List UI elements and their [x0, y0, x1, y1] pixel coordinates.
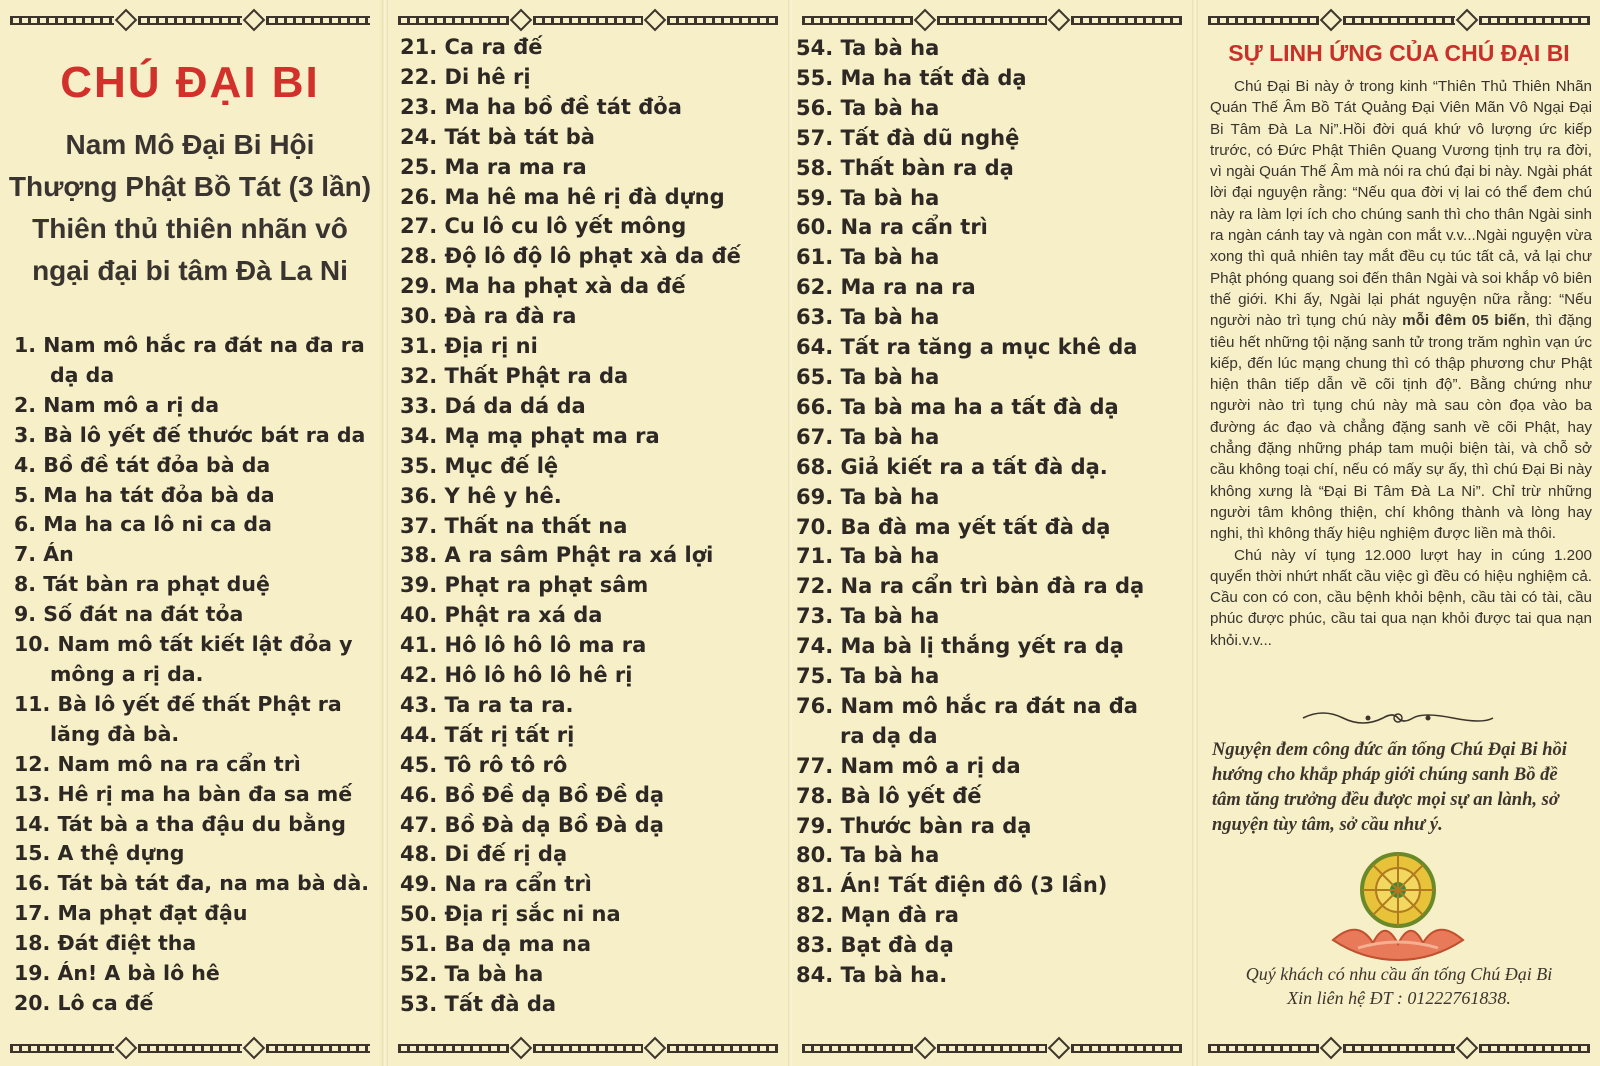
verse-text: Thất bàn ra dạ — [840, 155, 1014, 180]
verse-number: 8. — [14, 572, 37, 597]
verse-number: 3. — [14, 422, 37, 447]
verse-number: 50. — [400, 902, 438, 927]
emphasis-text: mỗi đêm 05 biến — [1402, 312, 1526, 330]
verse-number: 29. — [400, 274, 438, 299]
verse-number: 34. — [400, 423, 438, 448]
verse-item — [400, 302, 785, 332]
verse-item — [400, 183, 785, 213]
verse-text: Nam mô a rị da — [840, 753, 1021, 778]
verse-item — [796, 513, 1188, 543]
verse-text: Tất đà dũ nghệ — [840, 125, 1020, 150]
verse-item — [14, 421, 374, 451]
verse-number: 83. — [796, 933, 834, 958]
verse-text: Ta bà ha — [840, 484, 940, 509]
subtitle-line: Nam Mô Đại Bi Hội — [65, 129, 315, 160]
top-ornament-border — [398, 12, 778, 28]
verse-number: 13. — [14, 781, 51, 806]
verse-item — [400, 541, 785, 571]
panel-center-left — [388, 0, 788, 1066]
verse-text: Ta bà ha — [840, 364, 940, 389]
verse-text-continued: lăng đà bà. — [50, 721, 180, 746]
verse-item — [796, 602, 1188, 632]
verse-item — [400, 123, 785, 153]
verse-text: Dá da dá da — [444, 393, 586, 418]
verse-text: Ma ha ca lô ni ca da — [43, 512, 272, 537]
flourish-icon — [1298, 708, 1498, 728]
verse-item — [400, 33, 785, 63]
verse-number: 27. — [400, 214, 438, 239]
subtitle-line: ngại đại bi tâm Đà La Ni — [32, 255, 348, 286]
verse-text: Bạt đà dạ — [840, 933, 954, 958]
verse-item — [400, 691, 785, 721]
verse-item — [14, 810, 374, 840]
verse-number: 5. — [14, 482, 37, 507]
verse-item — [796, 692, 1188, 752]
verse-item — [796, 124, 1188, 154]
contact-phone: Xin liên hệ ĐT : 01222761838. — [1287, 988, 1511, 1008]
verse-item — [796, 213, 1188, 243]
verse-text: Nam mô a rị da — [43, 392, 220, 417]
verse-number: 75. — [796, 664, 834, 689]
verse-item — [400, 212, 785, 242]
verse-item — [400, 392, 785, 422]
verse-number: 61. — [796, 245, 834, 270]
verse-number: 31. — [400, 334, 438, 359]
verse-text: Mạn đà ra — [840, 903, 959, 928]
verse-number: 20. — [14, 990, 51, 1015]
verse-text: Bà lô yết đế thước bát ra da — [43, 422, 366, 447]
verse-number: 33. — [400, 393, 438, 418]
verse-text: Ta bà ha — [444, 962, 544, 987]
verse-item — [796, 542, 1188, 572]
verse-number: 56. — [796, 95, 834, 120]
verse-item — [400, 631, 785, 661]
verse-text: Bồ Đà dạ Bồ Đà dạ — [444, 812, 664, 837]
verse-text: Ma phạt đạt đậu — [57, 901, 248, 926]
verse-number: 25. — [400, 154, 438, 179]
verse-text: Ma hê ma hê rị đà dựng — [444, 184, 725, 209]
verse-number: 70. — [796, 514, 834, 539]
verse-text: Y hê y hê. — [444, 483, 562, 508]
verse-text: Địa rị ni — [444, 334, 538, 359]
verse-text: Di đế rị dạ — [444, 842, 568, 867]
verse-item — [796, 483, 1188, 513]
verse-text: Di hê rị — [444, 64, 531, 89]
paragraph — [1210, 76, 1592, 545]
verse-item — [14, 839, 374, 869]
verse-text: Án! Tất điện đô (3 lần) — [840, 873, 1108, 898]
verse-text: Ma ha tát đỏa bà da — [43, 482, 275, 507]
verse-text: Bà lô yết đế — [840, 783, 982, 808]
verse-number: 79. — [796, 813, 834, 838]
verse-number: 9. — [14, 602, 37, 627]
verse-number: 6. — [14, 512, 37, 537]
dedication-verse: Nguyện đem công đức ấn tống Chú Đại Bi hồi hướng cho khắp pháp giới chúng sanh Bồ đề tâm tăng trưởng đều được mọi sự an lành, sở nguyện tùy tâm, sở cầu như ý. — [1212, 740, 1567, 835]
verse-item — [14, 899, 374, 929]
verse-item — [796, 94, 1188, 124]
top-ornament-border — [1208, 12, 1590, 28]
subtitle-line: Thiên thủ thiên nhãn vô — [32, 213, 348, 244]
verse-text: Ta ra ta ra. — [444, 692, 574, 717]
dharma-wheel-lotus-icon — [1313, 848, 1483, 966]
verse-number: 47. — [400, 812, 438, 837]
verse-number: 32. — [400, 363, 438, 388]
verse-number: 53. — [400, 992, 438, 1016]
verse-number: 62. — [796, 275, 834, 300]
verse-text: Độ lô độ lô phạt xà da đế — [444, 244, 741, 269]
verse-number: 1. — [14, 333, 37, 357]
verse-text: Phạt ra phạt sâm — [444, 573, 649, 598]
verse-number: 17. — [14, 901, 51, 926]
verse-item — [400, 601, 785, 631]
verse-item — [796, 333, 1188, 363]
verse-item — [796, 363, 1188, 393]
verse-text: Ba đà ma yết tất đà dạ — [840, 514, 1111, 539]
verse-item — [14, 959, 374, 989]
verse-number: 44. — [400, 722, 438, 747]
verse-list-3 — [796, 34, 1188, 991]
verse-text: Tát bà a tha đậu du bằng — [57, 811, 346, 836]
verse-item — [796, 961, 1188, 991]
verse-number: 82. — [796, 903, 834, 928]
verse-text: Ta bà ha — [840, 843, 940, 868]
verse-text: Ta bà ha — [840, 36, 940, 60]
verse-item — [796, 662, 1188, 692]
verse-number: 7. — [14, 542, 37, 567]
verse-item — [14, 630, 374, 690]
verse-number: 55. — [796, 65, 834, 90]
verse-text: Ta bà ha — [840, 305, 940, 330]
verse-text: Tô rô tô rô — [444, 752, 568, 777]
verse-number: 76. — [796, 693, 834, 718]
verse-number: 58. — [796, 155, 834, 180]
verse-number: 77. — [796, 753, 834, 778]
verse-text: Tất ra tăng a mục khê da — [840, 335, 1138, 360]
verse-number: 54. — [796, 36, 834, 60]
verse-text: Mục đế lệ — [444, 453, 559, 478]
verse-item — [14, 929, 374, 959]
verse-number: 80. — [796, 843, 834, 868]
verse-item — [400, 272, 785, 302]
verse-number: 67. — [796, 424, 834, 449]
verse-item — [14, 510, 374, 540]
verse-text-continued: ra dạ da — [840, 723, 938, 748]
verse-text: Thất na thất na — [444, 513, 628, 538]
verse-text: Nam mô na ra cẩn trì — [57, 751, 301, 776]
verse-text: Ba dạ ma na — [444, 932, 592, 957]
verse-item — [14, 869, 374, 899]
top-ornament-border — [802, 12, 1182, 28]
verse-item — [796, 303, 1188, 333]
contact-info — [1198, 962, 1600, 1010]
verse-item — [400, 242, 785, 272]
verse-item — [400, 512, 785, 542]
verse-number: 42. — [400, 663, 438, 688]
verse-item — [796, 64, 1188, 94]
bottom-ornament-border — [10, 1040, 370, 1056]
verse-number: 71. — [796, 544, 834, 569]
verse-item — [14, 989, 374, 1019]
section-title: SỰ LINH ỨNG CỦA CHÚ ĐẠI BI — [1228, 40, 1570, 66]
verse-text: Lô ca đế — [57, 990, 154, 1015]
verse-number: 64. — [796, 335, 834, 360]
verse-item — [796, 841, 1188, 871]
verse-number: 38. — [400, 543, 438, 568]
verse-item — [796, 572, 1188, 602]
verse-item — [14, 481, 374, 511]
verse-text: Cu lô cu lô yết mông — [444, 214, 687, 239]
verse-item — [400, 362, 785, 392]
verse-text: Thước bàn ra dạ — [840, 813, 1032, 838]
verse-item — [796, 782, 1188, 812]
verse-item — [400, 840, 785, 870]
verse-number: 43. — [400, 692, 438, 717]
paragraph: Chú này ví tụng 12.000 lượt hay in cúng 1.200 quyển thời nhứt nhất cầu việc gì đều có hiệu nghiệm cả. Cầu con có con, cầu bệnh khỏi bệnh, cầu tài có tài, cầu phúc được phúc, cầu tai qua nạn khỏi được tai qua nạn khỏi.v.v... — [1210, 546, 1592, 649]
verse-text: Ta bà ha — [840, 185, 940, 210]
verse-text: Nam mô tất kiết lật đỏa y — [57, 632, 353, 657]
verse-item — [796, 812, 1188, 842]
verse-list-1 — [14, 331, 374, 1019]
verse-number: 24. — [400, 124, 438, 149]
verse-number: 78. — [796, 783, 834, 808]
verse-item — [14, 600, 374, 630]
verse-item — [14, 570, 374, 600]
verse-item — [400, 153, 785, 183]
verse-text: Phật ra xá da — [444, 603, 603, 628]
verse-number: 4. — [14, 452, 37, 477]
top-ornament-border — [10, 12, 370, 28]
verse-text-continued: dạ da — [50, 362, 115, 387]
verse-item — [796, 273, 1188, 303]
verse-item — [796, 901, 1188, 931]
verse-item — [14, 750, 374, 780]
contact-line: Quý khách có nhu cầu ấn tống Chú Đại Bi — [1245, 964, 1553, 984]
verse-item — [796, 931, 1188, 961]
verse-item — [400, 93, 785, 123]
verse-number: 49. — [400, 872, 438, 897]
verse-text: Ta bà ha — [840, 544, 940, 569]
verse-number: 23. — [400, 94, 438, 119]
verse-text: Ta bà ha — [840, 664, 940, 689]
page-title: CHÚ ĐẠI BI — [60, 58, 320, 107]
verse-number: 41. — [400, 633, 438, 658]
verse-number: 46. — [400, 782, 438, 807]
verse-text: Bà lô yết đế thất Phật ra — [57, 691, 342, 716]
verse-item — [796, 632, 1188, 662]
verse-text: Địa rị sắc ni na — [444, 902, 621, 927]
verse-number: 74. — [796, 634, 834, 659]
verse-item — [796, 154, 1188, 184]
verse-text: Tất đà da — [444, 992, 557, 1016]
verse-item — [400, 781, 785, 811]
verse-number: 15. — [14, 841, 51, 866]
verse-text: Số đát na đát tỏa — [43, 602, 244, 627]
verse-text: Tát bà tát đa, na ma bà dà. — [57, 871, 370, 896]
verse-number: 37. — [400, 513, 438, 538]
verse-item — [400, 571, 785, 601]
verse-item — [400, 960, 785, 990]
verse-number: 16. — [14, 871, 51, 896]
verse-number: 66. — [796, 394, 834, 419]
verse-item — [400, 63, 785, 93]
verse-number: 19. — [14, 961, 51, 986]
bottom-ornament-border — [1208, 1040, 1590, 1056]
verse-text: Ma ra na ra — [840, 275, 976, 300]
panel-left — [0, 0, 380, 1066]
verse-number: 18. — [14, 931, 51, 956]
verse-number: 69. — [796, 484, 834, 509]
verse-text: Thất Phật ra da — [444, 363, 629, 388]
paragraph-text: , thì đặng tiêu hết những tội nặng sanh tử trong trăm nghìn vạn ức kiếp, đến lúc mạng chung thì có thập phương chư Phật hiện thân tiếp dẫn về cõi tịnh độ”. Bằng chứng như người nào trì tụng chú này mà sau còn đọa vào ba đường ác đạo và chẳng đặng sanh về cõi Phật, hay chẳng đặng những pháp tam muội biện tài, và chỗ sở cầu không toại chí, nếu có mấy sự ấy, thì chú Đại Bi này không xưng là “Đại Bi Tâm Đà La Ni”. Chỉ trừ những người tâm không thiện, chí không thành và lòng hay nghi, thì không thấy hiệu nghiệm được liền mà thôi. — [1210, 312, 1592, 543]
verse-number: 22. — [400, 64, 438, 89]
verse-number: 81. — [796, 873, 834, 898]
verse-text-continued: mông a rị da. — [50, 661, 204, 686]
verse-number: 39. — [400, 573, 438, 598]
verse-number: 21. — [400, 35, 438, 59]
verse-text: Ta bà ma ha a tất đà dạ — [840, 394, 1119, 419]
verse-number: 28. — [400, 244, 438, 269]
verse-text: A ra sâm Phật ra xá lợi — [444, 543, 714, 568]
verse-item — [400, 452, 785, 482]
verse-number: 59. — [796, 185, 834, 210]
panel-center-right — [792, 0, 1192, 1066]
verse-item — [400, 332, 785, 362]
verse-number: 2. — [14, 392, 37, 417]
verse-number: 45. — [400, 752, 438, 777]
verse-number: 30. — [400, 304, 438, 329]
verse-text: Ma ha phạt xà da đế — [444, 274, 686, 299]
verse-text: Ta bà ha — [840, 245, 940, 270]
efficacy-text — [1210, 76, 1592, 651]
verse-number: 73. — [796, 604, 834, 629]
verse-item — [400, 930, 785, 960]
verse-number: 26. — [400, 184, 438, 209]
verse-number: 65. — [796, 364, 834, 389]
verse-item — [14, 451, 374, 481]
verse-item — [14, 391, 374, 421]
verse-item — [400, 900, 785, 930]
verse-item — [400, 482, 785, 512]
verse-item — [14, 540, 374, 570]
verse-item — [400, 990, 785, 1020]
verse-text: Bồ Đề dạ Bồ Đề dạ — [444, 782, 665, 807]
verse-number: 11. — [14, 691, 51, 716]
verse-item — [796, 243, 1188, 273]
verse-text: Ma ra ma ra — [444, 154, 587, 179]
verse-item — [400, 811, 785, 841]
verse-item — [796, 393, 1188, 423]
verse-text: Tất rị tất rị — [444, 722, 575, 747]
verse-number: 10. — [14, 632, 51, 657]
verse-number: 52. — [400, 962, 438, 987]
verse-number: 68. — [796, 454, 834, 479]
verse-text: Ma bà lị thắng yết ra dạ — [840, 634, 1124, 659]
verse-text: Ca ra đế — [444, 35, 543, 59]
verse-text: Án — [43, 542, 74, 567]
verse-text: Ta bà ha. — [840, 963, 948, 988]
verse-item — [14, 690, 374, 750]
verse-text: A thệ dựng — [57, 841, 185, 866]
bottom-ornament-border — [802, 1040, 1182, 1056]
verse-list-2 — [400, 33, 785, 1020]
verse-item — [796, 34, 1188, 64]
verse-text: Tát bàn ra phạt duệ — [43, 572, 270, 597]
verse-text: Đát điệt tha — [57, 931, 197, 956]
verse-text: Mạ mạ phạt ma ra — [444, 423, 660, 448]
verse-number: 51. — [400, 932, 438, 957]
verse-text: Hô lô hô lô hê rị — [444, 663, 633, 688]
verse-number: 63. — [796, 305, 834, 330]
subtitle-line: Thượng Phật Bồ Tát (3 lần) — [8, 171, 372, 202]
verse-text: Bồ đề tát đỏa bà da — [43, 452, 271, 477]
verse-item — [14, 331, 374, 391]
verse-item — [400, 661, 785, 691]
verse-item — [400, 422, 785, 452]
verse-number: 14. — [14, 811, 51, 836]
verse-number: 35. — [400, 453, 438, 478]
verse-text: Giả kiết ra a tất đà dạ. — [840, 454, 1108, 479]
verse-text: Nam mô hắc ra đát na đa — [840, 693, 1138, 718]
verse-item — [14, 780, 374, 810]
verse-text: Đà ra đà ra — [444, 304, 577, 329]
verse-number: 57. — [796, 125, 834, 150]
verse-text: Na ra cẩn trì — [444, 872, 592, 897]
panel-right — [1198, 0, 1600, 1066]
verse-text: Tát bà tát bà — [444, 124, 595, 149]
invocation-subtitle — [8, 124, 372, 292]
verse-item — [796, 184, 1188, 214]
verse-item — [400, 721, 785, 751]
verse-text: Na ra cẩn trì — [840, 215, 988, 240]
verse-item — [400, 870, 785, 900]
verse-text: Ma ha bồ đề tát đỏa — [444, 94, 682, 119]
verse-item — [796, 423, 1188, 453]
verse-item — [796, 453, 1188, 483]
verse-number: 48. — [400, 842, 438, 867]
verse-text: Ta bà ha — [840, 424, 940, 449]
verse-number: 60. — [796, 215, 834, 240]
bottom-ornament-border — [398, 1040, 778, 1056]
flourish-divider — [1298, 706, 1498, 730]
verse-item — [796, 752, 1188, 782]
verse-item — [796, 871, 1188, 901]
verse-text: Hê rị ma ha bàn đa sa mế — [57, 781, 353, 806]
verse-number: 12. — [14, 751, 51, 776]
verse-text: Án! A bà lô hê — [57, 961, 220, 986]
verse-number: 40. — [400, 603, 438, 628]
verse-text: Ta bà ha — [840, 604, 940, 629]
verse-text: Hô lô hô lô ma ra — [444, 633, 647, 658]
paragraph-text: Chú Đại Bi này ở trong kinh “Thiên Thủ Thiên Nhãn Quán Thế Âm Bồ Tát Quảng Đại Viên Mãn Vô Ngại Đại Bi Tâm Đà La Ni”.Hồi đời quá khứ vô lượng ức kiếp trước, có Đức Phật Thiên Quang Vương tịnh trụ ra đời, vì ngài Quán Thế Âm mà nói ra chú đại bi này. Ngài phát lời đại nguyện rằng: “Nếu qua đời vị lai có thể đem chú này ra làm lợi ích cho chúng sanh thì cho thân Ngài sinh ra ngàn cánh tay và ngàn con mắt v.v...Ngài nguyện vừa xong thì quả nhiên tay mắt đều cụ túc tất cả, vả lại chư Phật phóng quang soi đến thân Ngài và soi khắp vô biên thế giới. Khi ấy, Ngài lại phát nguyện nữa rằng: “Nếu người nào trì tụng chú này — [1210, 78, 1592, 330]
verse-text: Ta bà ha — [840, 95, 940, 120]
verse-number: 72. — [796, 574, 834, 599]
verse-text: Nam mô hắc ra đát na đa ra — [43, 333, 365, 357]
verse-text: Na ra cẩn trì bàn đà ra dạ — [840, 574, 1145, 599]
verse-number: 36. — [400, 483, 438, 508]
verse-text: Ma ha tất đà dạ — [840, 65, 1027, 90]
verse-item — [400, 751, 785, 781]
verse-number: 84. — [796, 963, 834, 988]
